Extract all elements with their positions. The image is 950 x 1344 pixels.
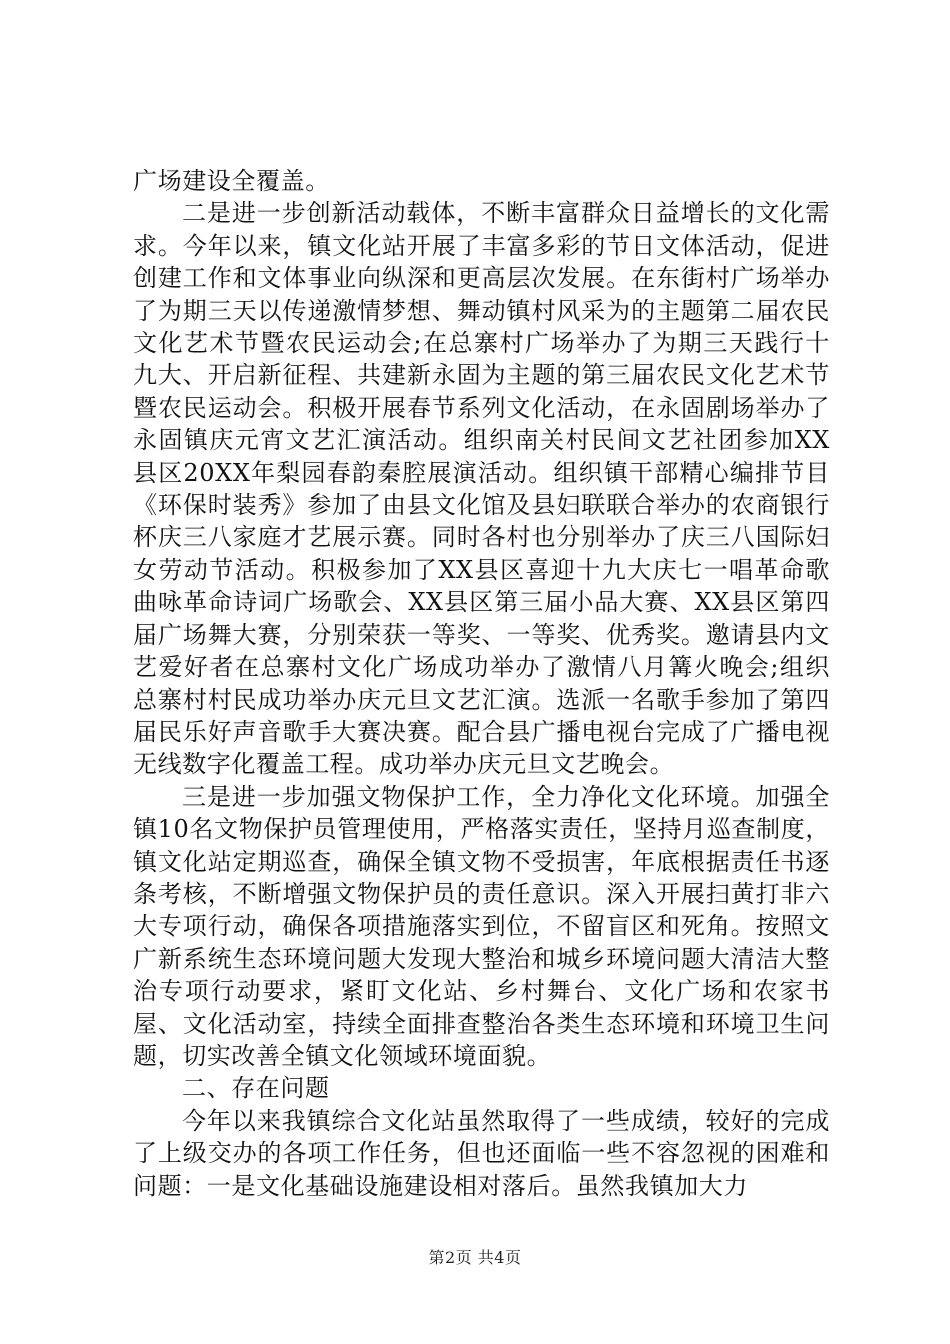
paragraph-heritage-protection: 三是进一步加强文物保护工作，全力净化文化环境。加强全镇10名文物保护员管理使用，严格落实责任，坚持月巡查制度，镇文化站定期巡查，确保全镇文物不受损害，年底根据责任书逐条考核，不断增强文物保护员的责任意识。深入开展扫黄打非六大专项行动，确保各项措施落实到位，不留盲区和死角。按照文广新系统生态环境问题大发现大整治和城乡环境问题大清洁大整治专项行动要求，紧盯文化站、乡村舞台、文化广场和农家书屋、文化活动室，持续全面排查整治各类生态环境和环境卫生问题，切实改善全镇文化领域环境面貌。 [133, 782, 830, 1070]
paragraph-continuation: 广场建设全覆盖。 [133, 167, 330, 195]
section-heading-problems: 二、存在问题 [182, 1074, 330, 1103]
paragraph-problems: 今年以来我镇综合文化站虽然取得了一些成绩，较好的完成了上级交办的各项工作任务，但也还面临一些不容忽视的困难和问题：一是文化基础设施建设相对落后。虽然我镇加大力 [133, 1106, 830, 1200]
document-body [133, 165, 830, 1202]
page-number-footer: 第2页 共4页 [428, 1248, 522, 1267]
paragraph-activities: 二是进一步创新活动载体，不断丰富群众日益增长的文化需求。今年以来，镇文化站开展了丰富多彩的节日文体活动，促进创建工作和文体事业向纵深和更高层次发展。在东街村广场举办了为期三天以传递激情梦想、舞动镇村风采为的主题第二届农民文化艺术节暨农民运动会;在总寨村广场举办了为期三天践行十九大、开启新征程、共建新永固为主题的第三届农民文化艺术节暨农民运动会。积极开展春节系列文化活动，在永固剧场举办了永固镇庆元宵文艺汇演活动。组织南关村民间文艺社团参加XX县区20XX年梨园春韵秦腔展演活动。组织镇干部精心编排节目《环保时装秀》参加了由县文化馆及县妇联联合举办的农商银行杯庆三八家庭才艺展示赛。同时各村也分别举办了庆三八国际妇女劳动节活动。积极参加了XX县区喜迎十九大庆七一唱革命歌曲咏革命诗词广场歌会、XX县区第三届小品大赛、XX县区第四届广场舞大赛，分别荣获一等奖、一等奖、优秀奖。邀请县内文艺爱好者在总寨村文化广场成功举办了激情八月篝火晚会;组织总寨村村民成功举办庆元旦文艺汇演。选派一名歌手参加了第四届民乐好声音歌手大赛决赛。配合县广播电视台完成了广播电视无线数字化覆盖工程。成功举办庆元旦文艺晚会。 [133, 199, 830, 779]
